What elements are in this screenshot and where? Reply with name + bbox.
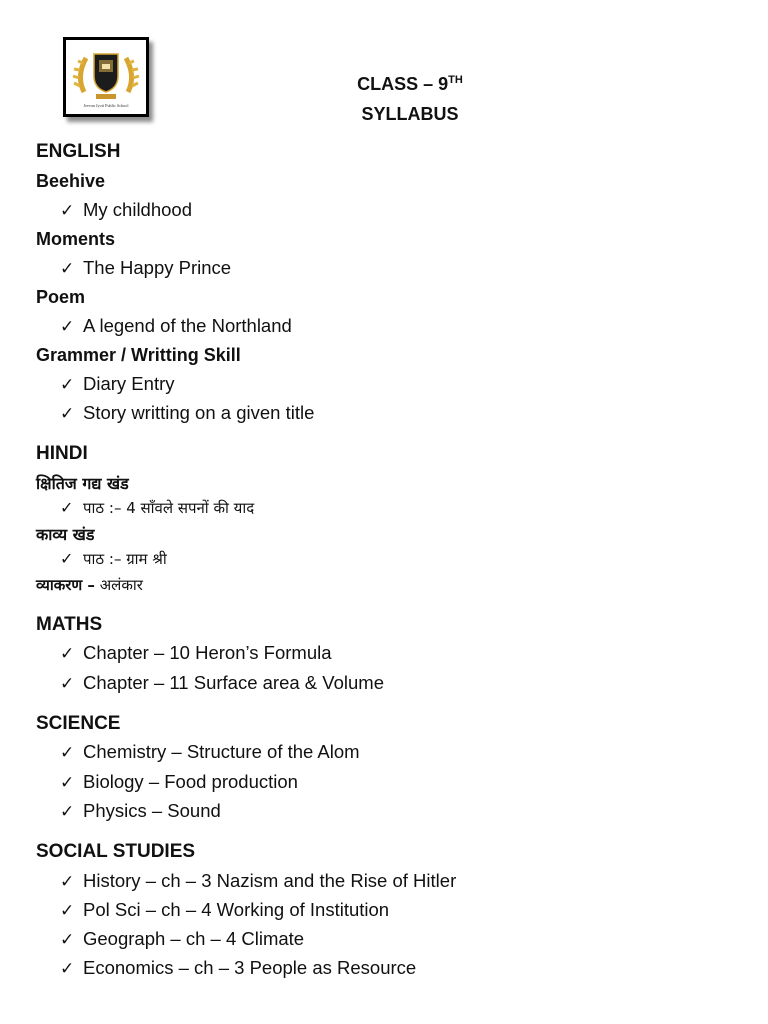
item-text: Chapter – 10 Heron’s Formula	[83, 642, 332, 663]
poem-label: Poem	[36, 287, 86, 307]
checkmark-icon: ✓	[60, 872, 75, 891]
list-item	[60, 199, 192, 221]
kshitij-label: क्षितिज गद्य खंड	[36, 474, 129, 493]
item-text: History – ch – 3 Nazism and the Rise of Hitler	[83, 870, 457, 891]
list-item	[60, 257, 231, 279]
item-text: पाठ :– ग्राम श्री	[83, 550, 167, 568]
hindi-heading: HINDI	[36, 443, 88, 464]
english-heading: ENGLISH	[36, 141, 121, 162]
kavya-label: काव्य खंड	[36, 525, 95, 544]
checkmark-icon: ✓	[60, 549, 74, 568]
list-item	[60, 498, 254, 518]
vyakaran-value: अलंकार	[99, 576, 143, 594]
item-text: पाठ :– 4 साँवले सपनों की याद	[83, 499, 255, 517]
checkmark-icon: ✓	[60, 674, 75, 693]
science-heading: SCIENCE	[36, 713, 121, 734]
list-item	[60, 771, 298, 793]
list-item	[60, 315, 292, 337]
item-text: Economics – ch – 3 People as Resource	[83, 957, 417, 978]
moments-label: Moments	[36, 229, 116, 249]
checkmark-icon: ✓	[60, 802, 75, 821]
item-text: Chapter – 11 Surface area & Volume	[83, 672, 384, 693]
item-text: Story writting on a given title	[83, 402, 315, 423]
class-title-main: CLASS – 9	[357, 74, 449, 94]
list-item	[60, 870, 456, 892]
crest-icon	[66, 40, 146, 114]
item-text: Chemistry – Structure of the Alom	[83, 741, 360, 762]
school-name-text: Jeevan Jyoti Public School	[83, 103, 129, 108]
checkmark-icon: ✓	[60, 959, 75, 978]
checkmark-icon: ✓	[60, 404, 75, 423]
class-title	[300, 74, 520, 95]
class-title-sup: TH	[448, 74, 463, 86]
item-text: My childhood	[83, 199, 193, 220]
item-text: Geograph – ch – 4 Climate	[83, 928, 305, 949]
checkmark-icon: ✓	[60, 201, 75, 220]
checkmark-icon: ✓	[60, 743, 75, 762]
maths-heading: MATHS	[36, 614, 103, 635]
list-item	[60, 741, 360, 763]
list-item	[60, 957, 416, 979]
list-item	[60, 800, 221, 822]
list-item	[60, 899, 389, 921]
checkmark-icon: ✓	[60, 317, 75, 336]
school-logo	[63, 37, 149, 117]
list-item	[60, 402, 314, 424]
item-text: Pol Sci – ch – 4 Working of Institution	[83, 899, 390, 920]
checkmark-icon: ✓	[60, 901, 75, 920]
checkmark-icon: ✓	[60, 644, 75, 663]
checkmark-icon: ✓	[60, 259, 75, 278]
list-item	[60, 672, 384, 694]
item-text: Physics – Sound	[83, 800, 221, 821]
list-item	[60, 373, 175, 395]
checkmark-icon: ✓	[60, 498, 74, 517]
checkmark-icon: ✓	[60, 375, 75, 394]
list-item	[60, 549, 167, 569]
item-text: A legend of the Northland	[83, 315, 292, 336]
beehive-label: Beehive	[36, 171, 106, 191]
item-text: Biology – Food production	[83, 771, 298, 792]
grammar-label: Grammer / Writting Skill	[36, 345, 241, 365]
social-studies-heading: SOCIAL STUDIES	[36, 841, 196, 862]
vyakaran-label: व्याकरण –	[36, 576, 95, 594]
vyakaran-line	[36, 575, 143, 595]
list-item	[60, 928, 304, 950]
syllabus-title: SYLLABUS	[361, 104, 459, 124]
item-text: The Happy Prince	[83, 257, 232, 278]
list-item	[60, 642, 332, 664]
checkmark-icon: ✓	[60, 773, 75, 792]
checkmark-icon: ✓	[60, 930, 75, 949]
item-text: Diary Entry	[83, 373, 175, 394]
